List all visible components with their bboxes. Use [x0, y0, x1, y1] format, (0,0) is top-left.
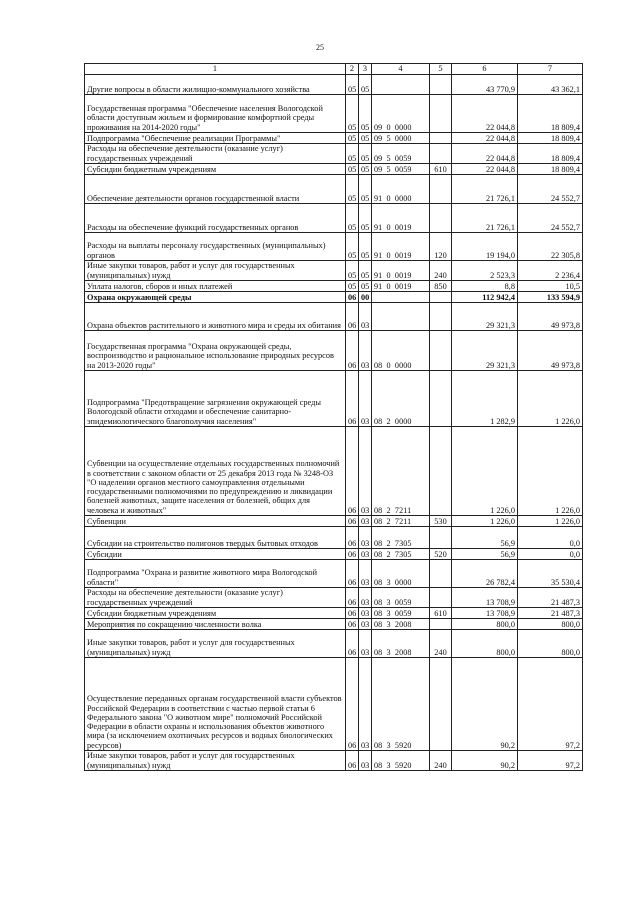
expense-type-code: [430, 371, 452, 427]
target-article-code: 08 2 7211: [372, 427, 430, 516]
table-row: [85, 427, 583, 516]
column-header: 6: [452, 64, 518, 75]
subsection-code: 03: [359, 331, 372, 371]
target-article-code: 08 0 0000: [372, 331, 430, 371]
target-article-code: 08 3 0059: [372, 588, 430, 608]
column-header: 3: [359, 64, 372, 75]
subsection-code: 03: [359, 608, 372, 619]
subsection-code: 05: [359, 75, 372, 95]
subsection-code: 05: [359, 133, 372, 144]
subsection-code: 03: [359, 549, 372, 560]
row-name: Подпрограмма "Предотвращение загрязнения окружающей среды Вологодской области отходами и обеспечение санитарно-эпидемиологического благополучия населения": [85, 371, 346, 427]
amount-col-6: 56,9: [452, 549, 518, 560]
table-row: [85, 608, 583, 619]
subsection-code: 03: [359, 427, 372, 516]
section-code: 06: [346, 608, 359, 619]
amount-col-6: 56,9: [452, 527, 518, 549]
row-name: Субвенции на осуществление отдельных государственных полномочий в соответствии с законом области от 25 декабря 2013 года № 3248-ОЗ "О наделении органов местного самоуправления отдельными государственными полномочиями по предупреждению и ликвидации болезней животных, защите населения от болезней, общих для человека и животных": [85, 427, 346, 516]
amount-col-7: 97,2: [518, 658, 583, 751]
row-name: Охрана окружающей среды: [85, 292, 346, 303]
table-row: [85, 658, 583, 751]
amount-col-6: 22 044,8: [452, 133, 518, 144]
table-row: [85, 292, 583, 303]
target-article-code: 08 3 0000: [372, 560, 430, 588]
column-header: 7: [518, 64, 583, 75]
row-name: Государственная программа "Охрана окружающей среды, воспроизводство и рациональное использование природных ресурсов на 2013-2020 годы": [85, 331, 346, 371]
section-code: 05: [346, 164, 359, 175]
expense-type-code: 610: [430, 608, 452, 619]
row-name: Субсидии бюджетным учреждениям: [85, 164, 346, 175]
target-article-code: 09 5 0059: [372, 164, 430, 175]
expense-type-code: 610: [430, 164, 452, 175]
subsection-code: 00: [359, 292, 372, 303]
amount-col-6: 800,0: [452, 630, 518, 658]
section-code: 06: [346, 331, 359, 371]
row-name: Мероприятия по сокращению численности волка: [85, 619, 346, 630]
amount-col-7: 1 226,0: [518, 427, 583, 516]
row-name: Субсидии на строительство полигонов твердых бытовых отходов: [85, 527, 346, 549]
row-name: Подпрограмма "Обеспечение реализации Программы": [85, 133, 346, 144]
row-name: Субсидии бюджетным учреждениям: [85, 608, 346, 619]
amount-col-6: 29 321,3: [452, 303, 518, 331]
row-name: Подпрограмма "Охрана и развитие животного мира Вологодской области": [85, 560, 346, 588]
row-name: Уплата налогов, сборов и иных платежей: [85, 281, 346, 292]
amount-col-6: 112 942,4: [452, 292, 518, 303]
amount-col-6: 90,2: [452, 751, 518, 771]
amount-col-6: 8,8: [452, 281, 518, 292]
amount-col-7: 49 973,8: [518, 331, 583, 371]
expense-type-code: 240: [430, 261, 452, 281]
row-name: Расходы на обеспечение функций государственных органов: [85, 204, 346, 233]
amount-col-7: 133 594,9: [518, 292, 583, 303]
expense-type-code: [430, 204, 452, 233]
subsection-code: 03: [359, 516, 372, 527]
expense-type-code: [430, 303, 452, 331]
target-article-code: 91 0 0019: [372, 204, 430, 233]
subsection-code: 03: [359, 658, 372, 751]
amount-col-7: 18 809,4: [518, 133, 583, 144]
expense-type-code: 850: [430, 281, 452, 292]
target-article-code: 91 0 0019: [372, 281, 430, 292]
expense-type-code: [430, 95, 452, 133]
expense-type-code: 520: [430, 549, 452, 560]
amount-col-7: 2 236,4: [518, 261, 583, 281]
amount-col-6: 13 708,9: [452, 608, 518, 619]
row-name: Иные закупки товаров, работ и услуг для государственных (муниципальных) нужд: [85, 630, 346, 658]
target-article-code: [372, 292, 430, 303]
amount-col-6: 2 523,3: [452, 261, 518, 281]
amount-col-6: 22 044,8: [452, 95, 518, 133]
amount-col-6: 26 782,4: [452, 560, 518, 588]
subsection-code: 03: [359, 303, 372, 331]
section-code: 06: [346, 630, 359, 658]
table-row: [85, 549, 583, 560]
amount-col-7: 1 226,0: [518, 516, 583, 527]
table-row: [85, 303, 583, 331]
section-code: 06: [346, 619, 359, 630]
amount-col-6: 1 282,9: [452, 371, 518, 427]
expense-type-code: 240: [430, 630, 452, 658]
table-row: [85, 527, 583, 549]
row-name: Субвенции: [85, 516, 346, 527]
target-article-code: 08 2 7305: [372, 527, 430, 549]
subsection-code: 03: [359, 751, 372, 771]
amount-col-7: 1 226,0: [518, 371, 583, 427]
target-article-code: [372, 303, 430, 331]
amount-col-6: 19 194,0: [452, 233, 518, 261]
target-article-code: 08 2 7305: [372, 549, 430, 560]
section-code: 06: [346, 549, 359, 560]
section-code: 06: [346, 560, 359, 588]
amount-col-6: 1 226,0: [452, 427, 518, 516]
section-code: 05: [346, 281, 359, 292]
amount-col-7: 21 487,3: [518, 588, 583, 608]
amount-col-7: 49 973,8: [518, 303, 583, 331]
table-row: [85, 175, 583, 204]
section-code: 06: [346, 751, 359, 771]
subsection-code: 05: [359, 175, 372, 204]
column-header: 2: [346, 64, 359, 75]
expense-type-code: 530: [430, 516, 452, 527]
target-article-code: [372, 75, 430, 95]
subsection-code: 05: [359, 95, 372, 133]
amount-col-7: 18 809,4: [518, 144, 583, 164]
amount-col-7: 43 362,1: [518, 75, 583, 95]
amount-col-6: 43 770,9: [452, 75, 518, 95]
subsection-code: 05: [359, 281, 372, 292]
table-row: [85, 95, 583, 133]
row-name: Охрана объектов растительного и животного мира и среды их обитания: [85, 303, 346, 331]
table-row: [85, 261, 583, 281]
row-name: Расходы на обеспечение деятельности (оказание услуг) государственных учреждений: [85, 588, 346, 608]
amount-col-7: 21 487,3: [518, 608, 583, 619]
table-row: [85, 516, 583, 527]
amount-col-6: 21 726,1: [452, 175, 518, 204]
expense-type-code: [430, 75, 452, 95]
table-row: [85, 630, 583, 658]
expense-type-code: [430, 292, 452, 303]
target-article-code: 91 0 0019: [372, 261, 430, 281]
amount-col-7: 35 530,4: [518, 560, 583, 588]
budget-table: [84, 63, 583, 771]
section-code: 05: [346, 133, 359, 144]
table-row: [85, 133, 583, 144]
section-code: 05: [346, 261, 359, 281]
row-name: Расходы на обеспечение деятельности (оказание услуг) государственных учреждений: [85, 144, 346, 164]
amount-col-6: 29 321,3: [452, 331, 518, 371]
page-number: 25: [316, 43, 324, 52]
section-code: 06: [346, 371, 359, 427]
expense-type-code: [430, 619, 452, 630]
subsection-code: 03: [359, 527, 372, 549]
section-code: 05: [346, 95, 359, 133]
section-code: 05: [346, 144, 359, 164]
table-row: [85, 371, 583, 427]
amount-col-7: 10,5: [518, 281, 583, 292]
amount-col-6: 22 044,8: [452, 164, 518, 175]
table-row: [85, 164, 583, 175]
column-number-row: [85, 64, 583, 75]
subsection-code: 03: [359, 560, 372, 588]
section-code: 06: [346, 292, 359, 303]
amount-col-7: 18 809,4: [518, 95, 583, 133]
amount-col-7: 0,0: [518, 549, 583, 560]
amount-col-7: 0,0: [518, 527, 583, 549]
section-code: 05: [346, 175, 359, 204]
row-name: Государственная программа "Обеспечение населения Вологодской области доступным жильем и формирование комфортной среды проживания на 2014-2020 годы": [85, 95, 346, 133]
subsection-code: 05: [359, 233, 372, 261]
table-row: [85, 281, 583, 292]
target-article-code: 09 0 0000: [372, 95, 430, 133]
amount-col-7: 22 305,8: [518, 233, 583, 261]
section-code: 05: [346, 233, 359, 261]
section-code: 06: [346, 658, 359, 751]
expense-type-code: [430, 331, 452, 371]
row-name: Субсидии: [85, 549, 346, 560]
row-name: Иные закупки товаров, работ и услуг для государственных (муниципальных) нужд: [85, 751, 346, 771]
target-article-code: 08 2 7211: [372, 516, 430, 527]
column-header: 1: [85, 64, 346, 75]
target-article-code: 91 0 0019: [372, 233, 430, 261]
amount-col-6: 22 044,8: [452, 144, 518, 164]
amount-col-6: 13 708,9: [452, 588, 518, 608]
amount-col-6: 21 726,1: [452, 204, 518, 233]
expense-type-code: [430, 527, 452, 549]
table-row: [85, 331, 583, 371]
target-article-code: 09 5 0000: [372, 133, 430, 144]
row-name: Расходы на выплаты персоналу государственных (муниципальных) органов: [85, 233, 346, 261]
section-code: 06: [346, 427, 359, 516]
table-row: [85, 588, 583, 608]
target-article-code: 08 3 5920: [372, 751, 430, 771]
target-article-code: 09 5 0059: [372, 144, 430, 164]
table-row: [85, 233, 583, 261]
subsection-code: 05: [359, 164, 372, 175]
subsection-code: 03: [359, 371, 372, 427]
section-code: 06: [346, 527, 359, 549]
table-row: [85, 619, 583, 630]
row-name: Другие вопросы в области жилищно-коммунального хозяйства: [85, 75, 346, 95]
expense-type-code: 240: [430, 751, 452, 771]
column-header: 4: [372, 64, 430, 75]
expense-type-code: [430, 560, 452, 588]
amount-col-7: 800,0: [518, 619, 583, 630]
subsection-code: 03: [359, 588, 372, 608]
amount-col-7: 800,0: [518, 630, 583, 658]
subsection-code: 05: [359, 204, 372, 233]
row-name: Осуществление переданных органам государственной власти субъектов Российской Федерации в соответствии с частью первой статьи 6 Федерального закона "О животном мире" полномочий Российской Федерации в области охраны и использования объектов животного мира (за исключением охотничьих ресурсов и водных биологических ресурсов): [85, 658, 346, 751]
section-code: 06: [346, 303, 359, 331]
expense-type-code: [430, 175, 452, 204]
target-article-code: 08 3 2008: [372, 630, 430, 658]
table-row: [85, 75, 583, 95]
target-article-code: 08 3 5920: [372, 658, 430, 751]
target-article-code: 08 3 0059: [372, 608, 430, 619]
column-header: 5: [430, 64, 452, 75]
section-code: 05: [346, 75, 359, 95]
amount-col-7: 97,2: [518, 751, 583, 771]
section-code: 06: [346, 516, 359, 527]
table-row: [85, 560, 583, 588]
table-row: [85, 144, 583, 164]
subsection-code: 03: [359, 630, 372, 658]
amount-col-7: 24 552,7: [518, 175, 583, 204]
subsection-code: 05: [359, 144, 372, 164]
expense-type-code: [430, 144, 452, 164]
amount-col-6: 90,2: [452, 658, 518, 751]
section-code: 06: [346, 588, 359, 608]
table-row: [85, 751, 583, 771]
expense-type-code: [430, 588, 452, 608]
row-name: Иные закупки товаров, работ и услуг для государственных (муниципальных) нужд: [85, 261, 346, 281]
target-article-code: 08 3 2008: [372, 619, 430, 630]
section-code: 05: [346, 204, 359, 233]
amount-col-7: 24 552,7: [518, 204, 583, 233]
table-row: [85, 204, 583, 233]
row-name: Обеспечение деятельности органов государственной власти: [85, 175, 346, 204]
amount-col-6: 1 226,0: [452, 516, 518, 527]
expense-type-code: [430, 658, 452, 751]
amount-col-7: 18 809,4: [518, 164, 583, 175]
table-body: [85, 75, 583, 771]
subsection-code: 03: [359, 619, 372, 630]
subsection-code: 05: [359, 261, 372, 281]
target-article-code: 08 2 0000: [372, 371, 430, 427]
expense-type-code: [430, 133, 452, 144]
target-article-code: 91 0 0000: [372, 175, 430, 204]
expense-type-code: [430, 427, 452, 516]
amount-col-6: 800,0: [452, 619, 518, 630]
expense-type-code: 120: [430, 233, 452, 261]
